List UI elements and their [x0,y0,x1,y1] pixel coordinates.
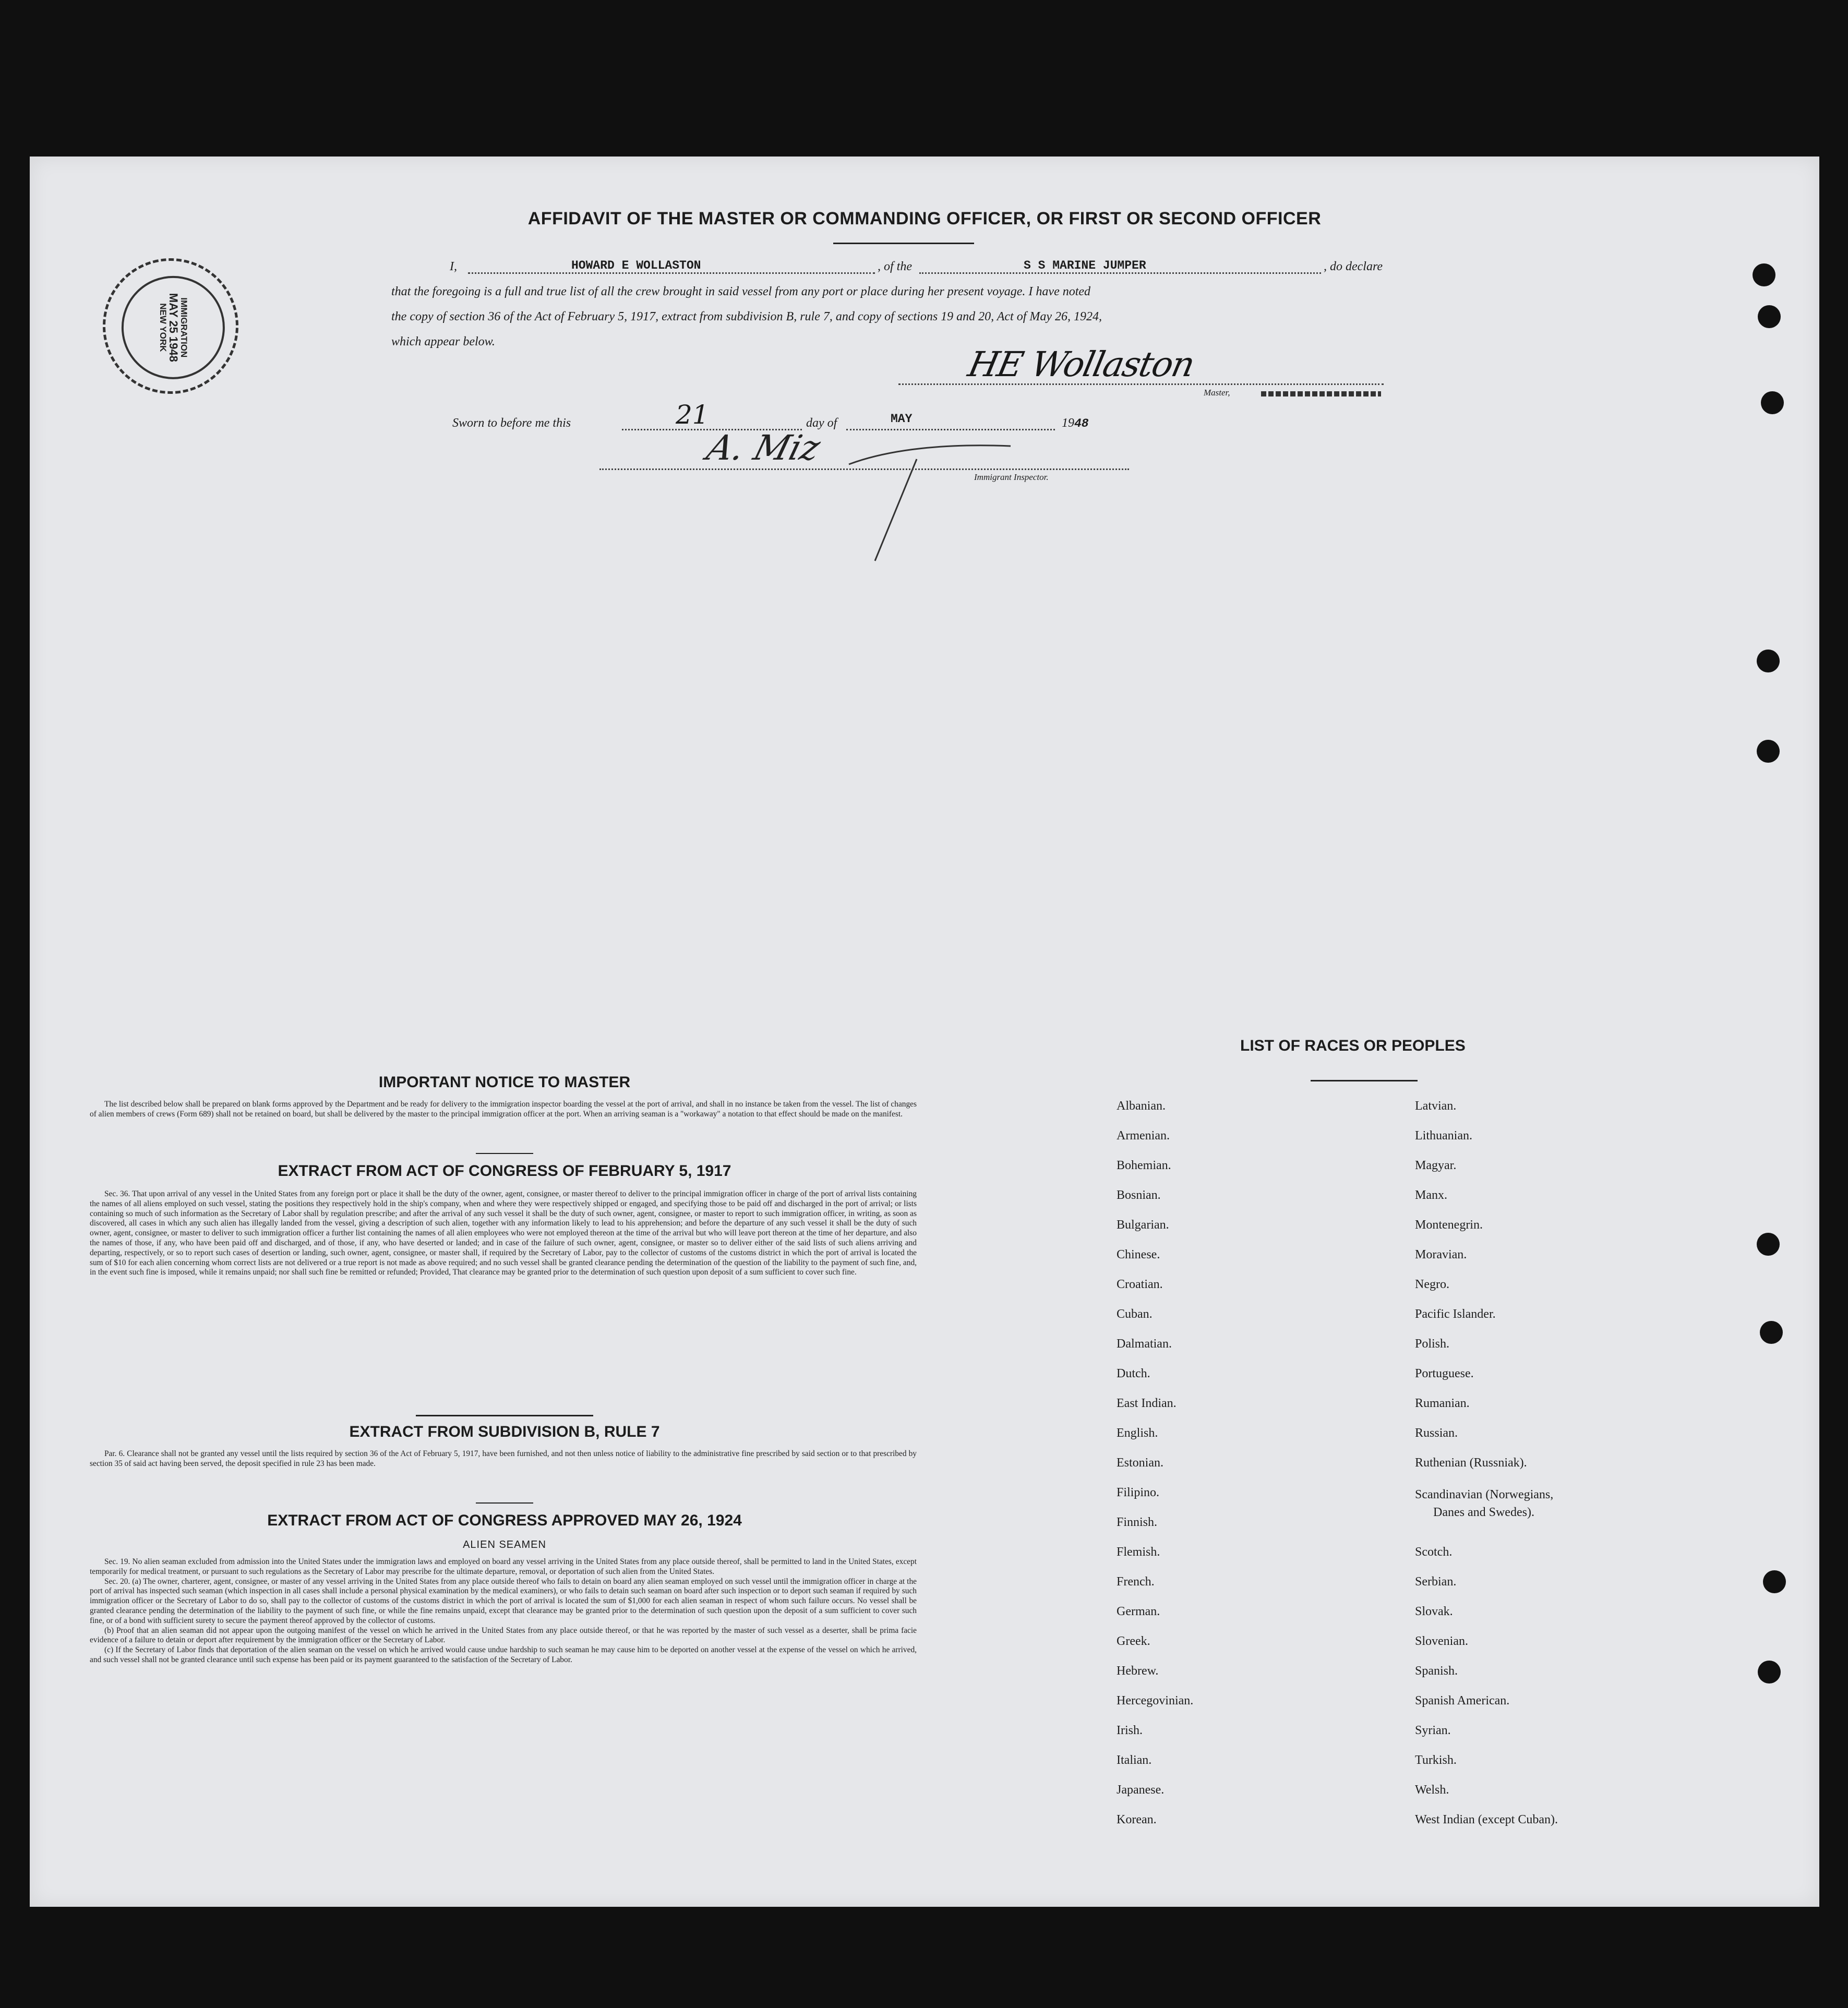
sworn-day: 21 [676,400,709,430]
race-item: Russian. [1415,1426,1458,1440]
stamp-date: MAY 25 1948 [166,293,180,362]
race-item: West Indian (except Cuban). [1415,1813,1558,1826]
race-item: Ruthenian (Russniak). [1415,1456,1527,1470]
affidavit-title: AFFIDAVIT OF THE MASTER OR COMMANDING OFFICER, OR FIRST OR SECOND OFFICER [527,209,1322,229]
declaration-line-4: which appear below. [391,335,495,348]
punch-hole [1753,263,1775,286]
race-item: Pacific Islander. [1415,1307,1496,1321]
declaration-text: , of the [878,260,912,273]
punch-hole [1758,305,1781,328]
sworn-month: MAY [891,412,913,426]
race-item: Syrian. [1415,1724,1451,1737]
race-item: Korean. [1117,1813,1157,1826]
declaration-text: , do declare [1324,260,1383,273]
extract-1924-subtitle: ALIEN SEAMEN [463,1539,546,1550]
rule7-text: Par. 6. Clearance shall not be granted any vessel until the lists required by section 36 of the Act of February 5, 1917, have been furnished, and not then unless notice of liability to the administrative fine prescribed by said section or to that prescribed by section 35 of said act having been served, the deposit specified in rule 23 has been made. [90,1449,917,1468]
master-name: HOWARD E WOLLASTON [571,259,701,272]
race-item: Welsh. [1415,1783,1449,1797]
declaration-line-2: that the foregoing is a full and true list of all the crew brought in said vessel from any port or place during her present voyage. I have noted [391,285,1091,298]
race-item: Cuban. [1117,1307,1153,1321]
year-prefix: 19 [1062,416,1074,430]
punch-hole [1758,1661,1781,1684]
race-item: Scandinavian (Norwegians, [1415,1488,1554,1501]
races-title: LIST OF RACES OR PEOPLES [1240,1037,1466,1054]
race-item: Rumanian. [1415,1397,1470,1410]
race-item: Turkish. [1415,1753,1457,1767]
punch-hole [1763,1570,1786,1593]
race-item: Armenian. [1117,1129,1170,1143]
race-item: Manx. [1415,1188,1447,1202]
master-signature: HE Wollaston [964,344,1198,384]
race-item: Serbian. [1415,1575,1457,1589]
race-item: Italian. [1117,1753,1152,1767]
race-item: Croatian. [1117,1278,1163,1291]
immigration-stamp [88,243,254,409]
race-item: Portuguese. [1415,1367,1474,1380]
race-item: Japanese. [1117,1783,1165,1797]
stamp-text: NEW YORK [158,303,168,352]
notice-text: The list described below shall be prepared on blank forms approved by the Department and be ready for delivery to the immigration inspector boarding the vessel at the port of arrival, and shall in no instance be taken from the vessel. The list of changes of alien members of crews (Form 689) shall not be retained on board, but shall be delivered by the master to the principal immigration officer at the port. When an arriving seaman is a "workaway" a notation to that effect should be made on the manifest. [90,1100,917,1119]
vessel-name: S S MARINE JUMPER [1024,259,1146,272]
races-title-rule [1311,1080,1418,1081]
race-item: Bohemian. [1117,1159,1171,1172]
race-item: Albanian. [1117,1099,1166,1113]
year-suffix: 48 [1074,417,1089,430]
race-item: English. [1117,1426,1158,1440]
section-20c-text: (c) If the Secretary of Labor finds that deportation of the alien seaman on the vessel on which he arrived would cause undue hardship to such seaman he may cause him to be deported on another vessel at the expense of the vessel on which he arrived, and such vessel shall not be granted clearance until such expense has been paid or its payment guaranteed to the satisfaction of the Secretary of Labor. [90,1645,917,1664]
race-item: Montenegrin. [1415,1218,1483,1232]
punch-hole [1757,740,1780,763]
race-item: Chinese. [1117,1248,1160,1261]
race-item: Danes and Swedes). [1433,1506,1534,1519]
race-item: Finnish. [1117,1516,1158,1529]
stamp-text: IMMIGRATION [178,297,189,358]
master-label: Master, [1204,388,1230,398]
extract-1917-title: EXTRACT FROM ACT OF CONGRESS OF FEBRUARY 5, 1917 [278,1162,731,1180]
punch-hole [1760,1321,1783,1344]
race-item: Estonian. [1117,1456,1163,1470]
extract-1924-text [90,1557,917,1665]
name-line [468,272,875,274]
sworn-month-line [846,429,1055,430]
section-20b-text: (b) Proof that an alien seaman did not appear upon the outgoing manifest of the vessel on which he arrived in the United States from any place outside thereof, or that he was reported by the master of such vessel as a deserter, shall be prima facie evidence of a failure to detain or deport after requirement by the immigration officer or the Secretary of Labor. [90,1626,917,1645]
section-20a-text: Sec. 20. (a) The owner, charterer, agent, consignee, or master of any vessel arriving in the United States from any place outside thereof who fails to detain on board any alien seaman employed on such vessel until the immigration officer in charge at the port of arrival has inspected such seaman (which inspection in all cases shall include a personal physical examination by the medical examiners), or who fails to detain such seaman on board after such inspection or to deport such seaman if required by such immigration officer or the Secretary of Labor to do so, shall pay to the collector of customs of the customs district in which the port of arrival is located the sum of $1,000 for each alien seaman in respect of whom such failure occurs. No vessel shall be granted clearance pending the determination of the liability to the payment of such fine, or while the fine remains unpaid, except that clearance may be granted prior to the determination of such question upon the deposit of a sum sufficient to cover such fine, or of a bond with sufficient surety to secure the payment thereof approved by the collector of customs. [90,1577,917,1625]
year-label [1062,416,1089,430]
section-divider [476,1502,533,1504]
race-item: East Indian. [1117,1397,1177,1410]
document-page [30,157,1819,1907]
title-rule [833,243,974,244]
race-item: Bulgarian. [1117,1218,1169,1232]
notice-title: IMPORTANT NOTICE TO MASTER [378,1074,631,1091]
race-item: French. [1117,1575,1155,1589]
race-item: German. [1117,1605,1160,1618]
declaration-text: I, [450,260,457,273]
race-item: Latvian. [1415,1099,1457,1113]
race-item: Spanish. [1415,1664,1458,1678]
inspector-signature: A. Miz [702,428,825,468]
punch-hole [1757,1233,1780,1256]
race-item: Negro. [1415,1278,1449,1291]
section-divider [416,1415,593,1416]
section-19-text: Sec. 19. No alien seaman excluded from admission into the United States under the immigration laws and employed on board any vessel arriving in the United States from any place outside thereof, shall be permitted to land in the United States, except temporarily for medical treatment, or pursuant to such regulations as the Secretary of Labor may prescribe for the ultimate departure, removal, or deportation of such alien from the United States. [90,1557,917,1576]
race-item: Hercegovinian. [1117,1694,1194,1708]
race-item: Irish. [1117,1724,1143,1737]
punch-hole [1757,650,1780,672]
extract-1917-text: Sec. 36. That upon arrival of any vessel in the United States from any foreign port or place it shall be the duty of the owner, agent, consignee, or master thereof to deliver to the principal immigration officer in charge of the port of arrival lists containing the names of all aliens employed on such vessel, stating the positions they respectively hold in the ship's company, when and where they were respectively shipped or engaged, and specifying those to be paid off and discharged in the port of arrival; or lists containing so much of such information as the Secretary of Labor shall by regulation prescribe; and after the arrival of any such vessel it shall be the duty of such owner, agent, consignee, or master to report to such immigration officer, in writing, as soon as discovered, all cases in which any such alien has illegally landed from the vessel, giving a description of such alien, together with any information likely to lead to his apprehension; and before the departure of any such vessel it shall be the duty of such owner, agent, consignee, or master to deliver to such immigration officer a further list containing the names of all alien employees who were not employed thereon at the time of the arrival but who will leave port thereon at the time of her departure, and also the names of those, if any, who have been paid off and discharged, and of those, if any, who have deserted or landed; and in case of the failure of such owner, agent, consignee, or master so to deliver either of the said lists of such aliens arriving and departing, respectively, or so to report such cases of desertion or landing, such owner, agent, consignee, or master shall, if required by the Secretary of Labor, pay to the collector of customs of the customs district in which the port of arrival is located the sum of $10 for each alien concerning whom correct lists are not delivered or a true report is not made as above required; and no such vessel shall be granted clearance pending the determination of the question of the liability to the payment of such fine, and, in the event such fine is imposed, while it remains unpaid; nor shall such fine be remitted or refunded; Provided, That clearance may be granted prior to the determination of such question upon deposit of a sum sufficient to cover such fine. [90,1189,917,1277]
race-item: Spanish American. [1415,1694,1510,1708]
race-item: Scotch. [1415,1545,1453,1559]
race-item: Dutch. [1117,1367,1150,1380]
race-item: Bosnian. [1117,1188,1161,1202]
signature-flourish [844,433,1016,563]
extract-1924-title: EXTRACT FROM ACT OF CONGRESS APPROVED MAY 26, 1924 [267,1512,742,1529]
race-item: Slovak. [1415,1605,1453,1618]
race-item: Magyar. [1415,1159,1457,1172]
declaration-line-3: the copy of section 36 of the Act of February 5, 1917, extract from subdivision B, rule 7, and copy of sections 19 and 20, Act of May 26, 1924, [391,310,1102,323]
race-item: Slovenian. [1415,1634,1468,1648]
rule7-title: EXTRACT FROM SUBDIVISION B, RULE 7 [349,1423,660,1440]
struck-out-text [1261,391,1381,396]
declaration-line-1 [450,260,457,274]
race-item: Greek. [1117,1634,1150,1648]
vessel-line [919,272,1321,274]
race-item: Dalmatian. [1117,1337,1172,1351]
race-item: Polish. [1415,1337,1450,1351]
inspector-label: Immigrant Inspector. [974,472,1049,482]
sworn-label: Sworn to before me this [452,416,571,430]
section-divider [476,1153,533,1154]
race-item: Hebrew. [1117,1664,1159,1678]
race-item: Flemish. [1117,1545,1160,1559]
punch-hole [1761,391,1784,414]
race-item: Lithuanian. [1415,1129,1472,1143]
race-item: Moravian. [1415,1248,1467,1261]
race-item: Filipino. [1117,1486,1160,1499]
day-of-label: day of [806,416,837,430]
